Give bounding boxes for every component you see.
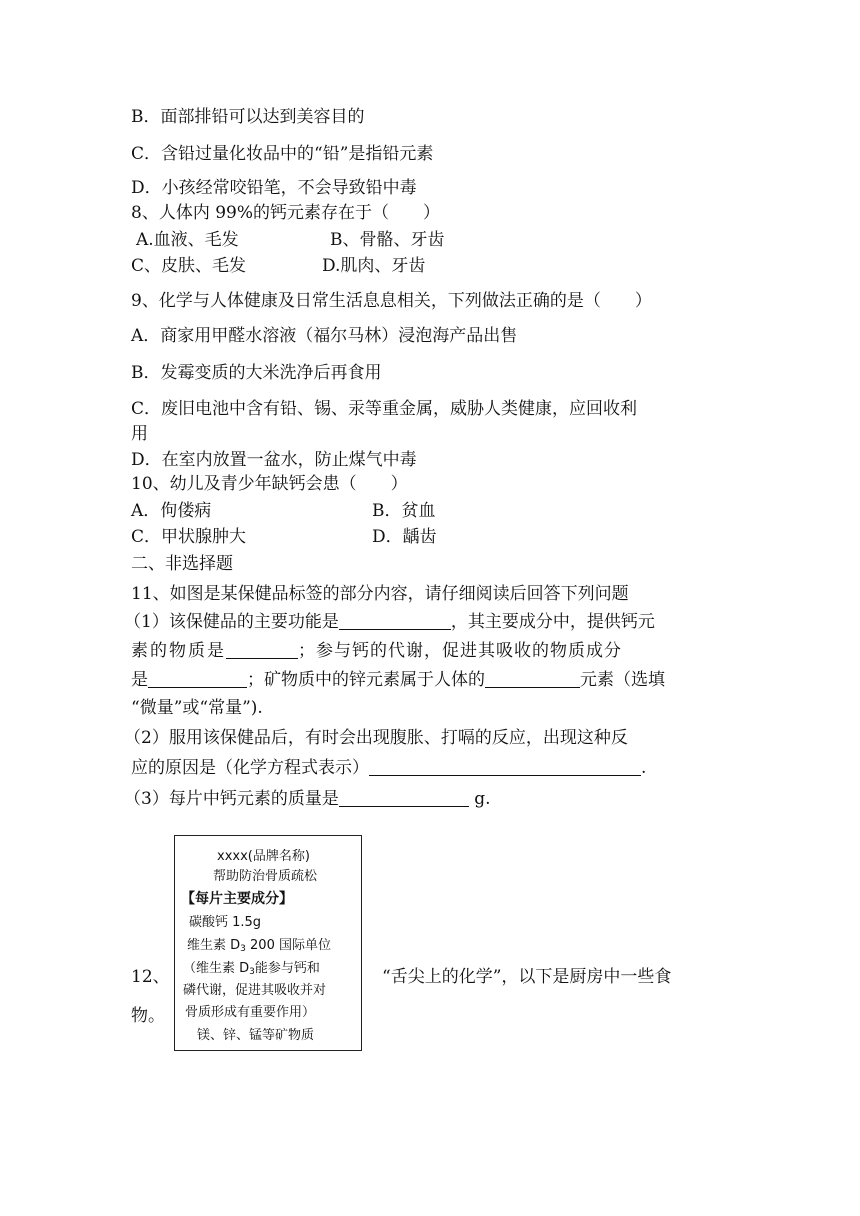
q8-option-b: B、骨骼、牙齿 [330, 230, 445, 250]
label-heading: 【每片主要成分】 [181, 891, 293, 907]
q9-stem: 9、化学与人体健康及日常生活息息相关，下列做法正确的是（ ） [131, 291, 652, 311]
answer-blank-vitamin[interactable] [148, 669, 247, 688]
q11-part2-line2: 应的原因是（化学方程式表示） . [131, 758, 647, 778]
q10-option-b: B．贫血 [372, 501, 436, 521]
q9-option-c-cont: 用 [131, 424, 148, 444]
q8-option-d: D.肌肉、牙齿 [322, 256, 426, 276]
label-function: 帮助防治骨质疏松 [213, 869, 318, 884]
q7-option-b: B．面部排铅可以达到美容目的 [131, 107, 365, 127]
q12-text: “舌尖上的化学”，以下是厨房中一些食 [382, 967, 672, 987]
q11-part1-line4: “微量”或“常量”). [131, 698, 263, 718]
label-minerals: 镁、锌、锰等矿物质 [197, 1028, 315, 1043]
q8-option-a: A.血液、毛发 [136, 230, 239, 250]
answer-blank-element-type[interactable] [485, 669, 580, 688]
q12-text-cont: 物。 [131, 1006, 165, 1026]
label-note-line1: （维生素 $D_3$能参与钙和 [183, 961, 320, 977]
q11-stem: 11、如图是某保健品标签的部分内容，请仔细阅读后回答下列问题 [131, 584, 629, 604]
answer-blank-calcium-source[interactable] [226, 640, 298, 659]
q11-part1-line3: 是 ；矿物质中的锌元素属于人体的 元素（选填 [131, 670, 665, 690]
label-vitamin-d: 维生素 $D_3$ 200 国际单位 [187, 938, 331, 954]
q10-option-c: C．甲状腺肿大 [131, 527, 247, 547]
supplement-label [174, 835, 362, 1051]
q12-number: 12、 [131, 967, 170, 987]
answer-blank-equation[interactable] [369, 757, 641, 776]
label-note-line3: 骨质形成有重要作用） [185, 1005, 316, 1020]
q9-option-d: D．在室内放置一盆水，防止煤气中毒 [131, 450, 417, 470]
q10-option-d: D．龋齿 [372, 527, 437, 547]
label-note-line2: 磷代谢，促进其吸收并对 [183, 983, 327, 998]
q8-option-c: C、皮肤、毛发 [131, 256, 247, 276]
answer-blank-calcium-mass[interactable] [339, 788, 469, 807]
section-heading: 二、非选择题 [131, 554, 233, 574]
q9-option-b: B．发霉变质的大米洗净后再食用 [131, 363, 382, 383]
q10-option-a: A．佝偻病 [131, 501, 212, 521]
q11-part3: （3）每片中钙元素的质量是 g. [124, 789, 491, 809]
q7-option-c: C．含铅过量化妆品中的“铅”是指铅元素 [131, 144, 434, 164]
answer-blank-function[interactable] [339, 611, 451, 630]
q11-part2-line1: （2）服用该保健品后，有时会出现腹胀、打嗝的反应，出现这种反 [124, 728, 628, 748]
q9-option-a: A．商家用甲醛水溶液（福尔马林）浸泡海产品出售 [131, 326, 518, 346]
label-calcium: 碳酸钙 1.5g [189, 915, 262, 930]
q11-part1-line1: （1）该保健品的主要功能是 ，其主要成分中，提供钙元 [124, 612, 655, 632]
q8-stem: 8、人体内 99%的钙元素存在于（ ） [131, 203, 441, 223]
q9-option-c: C．废旧电池中含有铅、锡、汞等重金属，威胁人类健康，应回收利 [131, 399, 638, 419]
label-brand: xxxx(品牌名称) [217, 849, 310, 864]
q11-part1-line2: 素的物质是 ；参与钙的代谢，促进其吸收的物质成分 [131, 641, 622, 661]
q10-stem: 10、幼儿及青少年缺钙会患（ ） [131, 474, 408, 494]
q7-option-d: D．小孩经常咬铅笔，不会导致铅中毒 [131, 178, 417, 198]
